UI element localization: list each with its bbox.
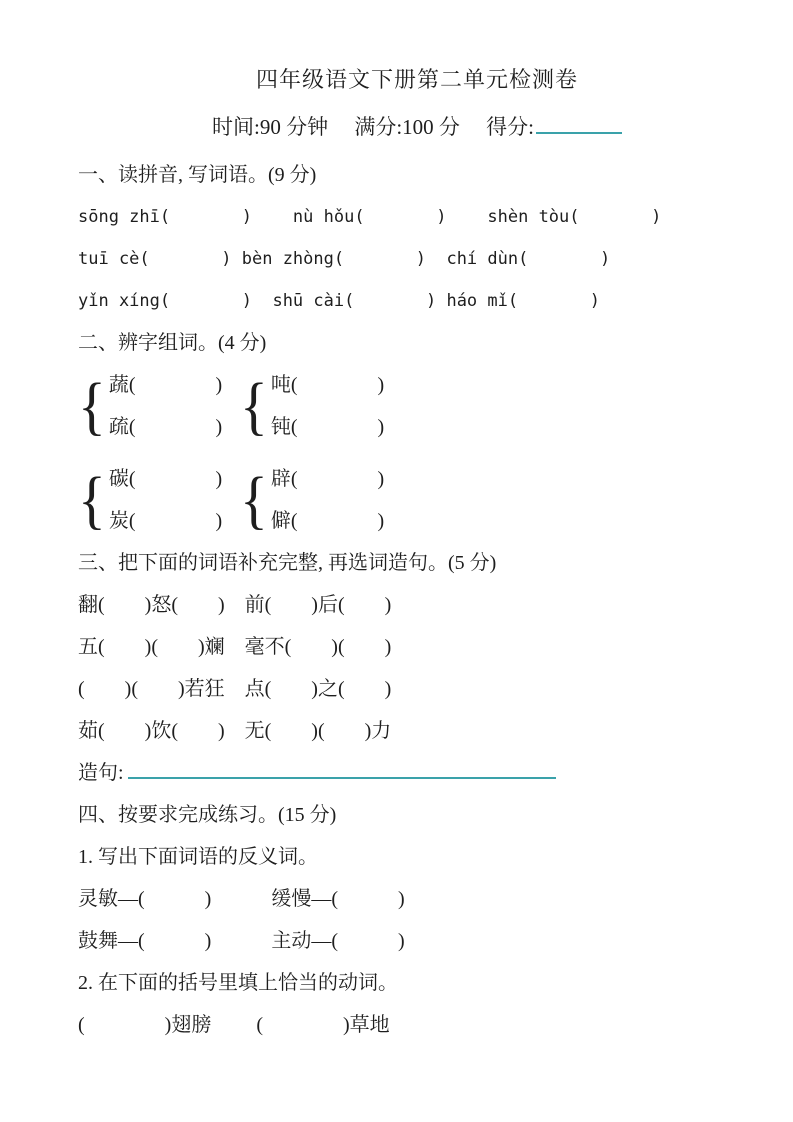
word-blank-tan2: 炭( ) bbox=[108, 510, 223, 532]
pinyin-row-3: yǐn xíng( ) shū cài( ) háo mǐ( ) bbox=[78, 291, 600, 311]
left-brace-icon: { bbox=[78, 369, 106, 442]
section2-heading: 二、辨字组词。(4 分) bbox=[78, 332, 267, 354]
sentence-line bbox=[78, 752, 756, 794]
word-blank-tan1: 碳( ) bbox=[108, 468, 223, 490]
idiom-row-3: ( )( )若狂 点( )之( ) bbox=[78, 678, 392, 700]
section3-heading: 三、把下面的词语补充完整, 再选词造句。(5 分) bbox=[78, 552, 497, 574]
word-blank-dun1: 吨( ) bbox=[270, 374, 385, 396]
word-pair-group-pi bbox=[240, 458, 402, 542]
word-pair-row-1 bbox=[78, 364, 756, 448]
word-pair-row-2 bbox=[78, 458, 756, 542]
score-blank-line bbox=[536, 117, 622, 134]
word-pair-column bbox=[271, 458, 384, 542]
idiom-row-1: 翻( )怒( ) 前( )后( ) bbox=[78, 594, 392, 616]
antonym-row-2: 鼓舞—( ) 主动—( ) bbox=[78, 930, 405, 952]
left-brace-icon: { bbox=[240, 369, 268, 442]
sentence-label: 造句: bbox=[78, 762, 124, 784]
idiom-row-4: 茹( )饮( ) 无( )( )力 bbox=[78, 720, 392, 742]
word-pair-group-dun bbox=[240, 364, 402, 448]
section4-heading: 四、按要求完成练习。(15 分) bbox=[78, 804, 337, 826]
word-blank-dun2: 钝( ) bbox=[270, 416, 385, 438]
word-pair-group-tan bbox=[78, 458, 240, 542]
section1-heading: 一、读拼音, 写词语。(9 分) bbox=[78, 164, 317, 186]
left-brace-icon: { bbox=[78, 463, 106, 536]
idiom-row-2: 五( )( )斓 毫不( )( ) bbox=[78, 636, 392, 658]
word-pair-column bbox=[271, 364, 384, 448]
word-blank-shu1: 蔬( ) bbox=[108, 374, 223, 396]
pinyin-row-2: tuī cè( ) bèn zhòng( ) chí dùn( ) bbox=[78, 249, 611, 269]
verb-fill-row: ( )翅膀 ( )草地 bbox=[78, 1014, 390, 1036]
word-blank-pi1: 辟( ) bbox=[270, 468, 385, 490]
word-pair-column bbox=[109, 458, 222, 542]
section4-sub1: 1. 写出下面词语的反义词。 bbox=[78, 846, 318, 868]
word-pair-group-shu bbox=[78, 364, 240, 448]
exam-info-line bbox=[78, 112, 756, 142]
pinyin-row-1: sōng zhī( ) nù hǒu( ) shèn tòu( ) bbox=[78, 207, 662, 227]
page-title: 四年级语文下册第二单元检测卷 bbox=[255, 67, 578, 92]
sentence-blank-line bbox=[128, 762, 556, 779]
word-pair-column bbox=[109, 364, 222, 448]
section4-sub2: 2. 在下面的括号里填上恰当的动词。 bbox=[78, 972, 398, 994]
word-blank-pi2: 僻( ) bbox=[270, 510, 385, 532]
word-blank-shu2: 疏( ) bbox=[108, 416, 223, 438]
left-brace-icon: { bbox=[240, 463, 268, 536]
antonym-row-1: 灵敏—( ) 缓慢—( ) bbox=[78, 888, 405, 910]
exam-info-text: 时间:90 分钟 满分:100 分 得分: bbox=[211, 115, 534, 139]
